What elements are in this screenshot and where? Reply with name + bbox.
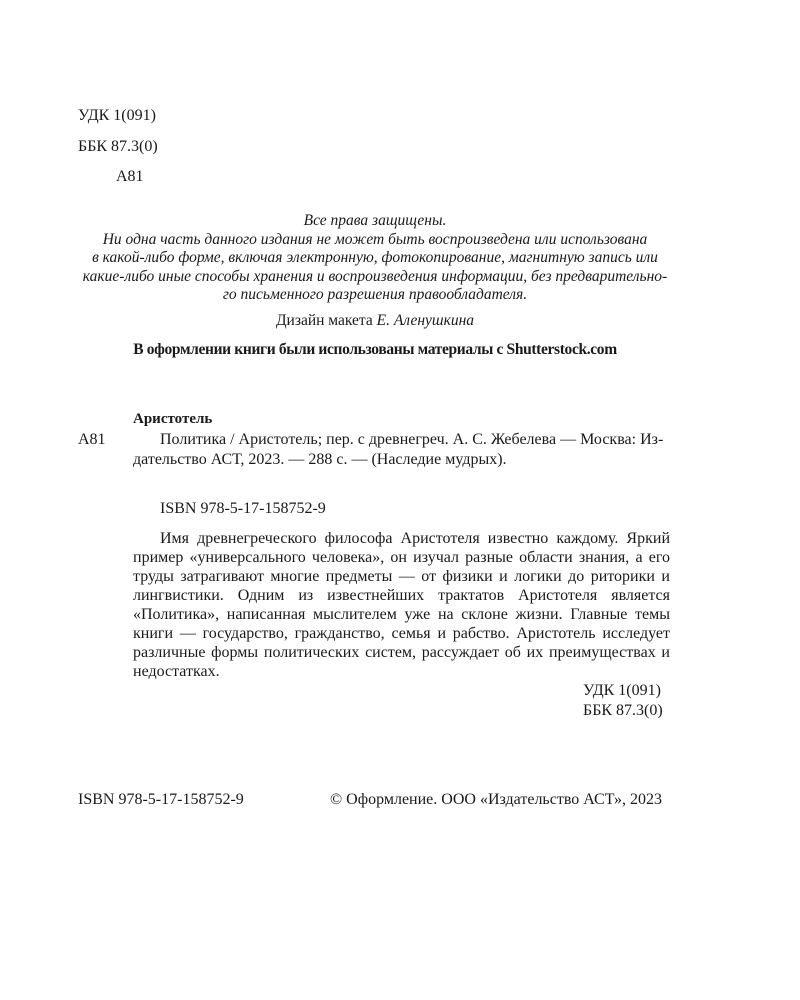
- rights-line: Ни одна часть данного издания не может быть воспроизведена или использована: [102, 230, 648, 248]
- footer-copyright: © Оформление. ООО «Издательство АСТ», 2023: [330, 791, 663, 808]
- annotation-bbk: ББК 87.3(0): [583, 702, 663, 719]
- bbk-code: ББК 87.3(0): [78, 138, 158, 155]
- bibliography-author-mark: А81: [78, 431, 106, 448]
- designer-name: Е. Аленушкина: [376, 312, 475, 329]
- author-mark: А81: [116, 168, 144, 185]
- bibliography-isbn: ISBN 978-5-17-158752-9: [160, 500, 326, 517]
- bibliography-line: Политика / Аристотель; пер. с древнегреч. А. С. Жебелева — Москва: Из-: [160, 431, 664, 448]
- design-label: Дизайн макета: [275, 312, 373, 329]
- bibliography-line: дательство АСТ, 2023. — 288 с. — (Наследие мудрых).: [133, 451, 507, 468]
- rights-line: в какой-либо форме, включая электронную, фотокопирование, магнитную запись или: [92, 249, 658, 266]
- rights-line: го письменного разрешения правообладателя.: [222, 286, 528, 303]
- materials-credit: В оформлении книги были использованы материалы с Shutterstock.com: [133, 341, 617, 358]
- udk-code: УДК 1(091): [78, 107, 156, 124]
- annotation-udk: УДК 1(091): [583, 682, 661, 699]
- rights-line: какие-либо иные способы хранения и воспроизведения информации, без предварительно-: [82, 267, 668, 285]
- rights-line: Все права защищены.: [303, 212, 447, 229]
- footer-isbn: ISBN 978-5-17-158752-9: [78, 791, 244, 808]
- layout-design-credit: [70, 312, 680, 330]
- bibliography-author: Аристотель: [133, 411, 213, 427]
- rights-notice: [70, 212, 680, 305]
- book-annotation: Имя древнегреческого философа Аристотеля известно каждому. Яркий пример «универсального человека», он изучал разные области знания, а его труды затрагивают многие предметы — от физики и логики до риторики и лингвистики. Одним из известнейших трактатов Аристотеля является «Политика», написанная мыслителем уже на склоне жизни. Главные темы книги — государство, гражданство, семья и рабство. Аристотель исследует различные формы политических систем, рассуждает об их преимуществах и недостатках.: [133, 530, 670, 680]
